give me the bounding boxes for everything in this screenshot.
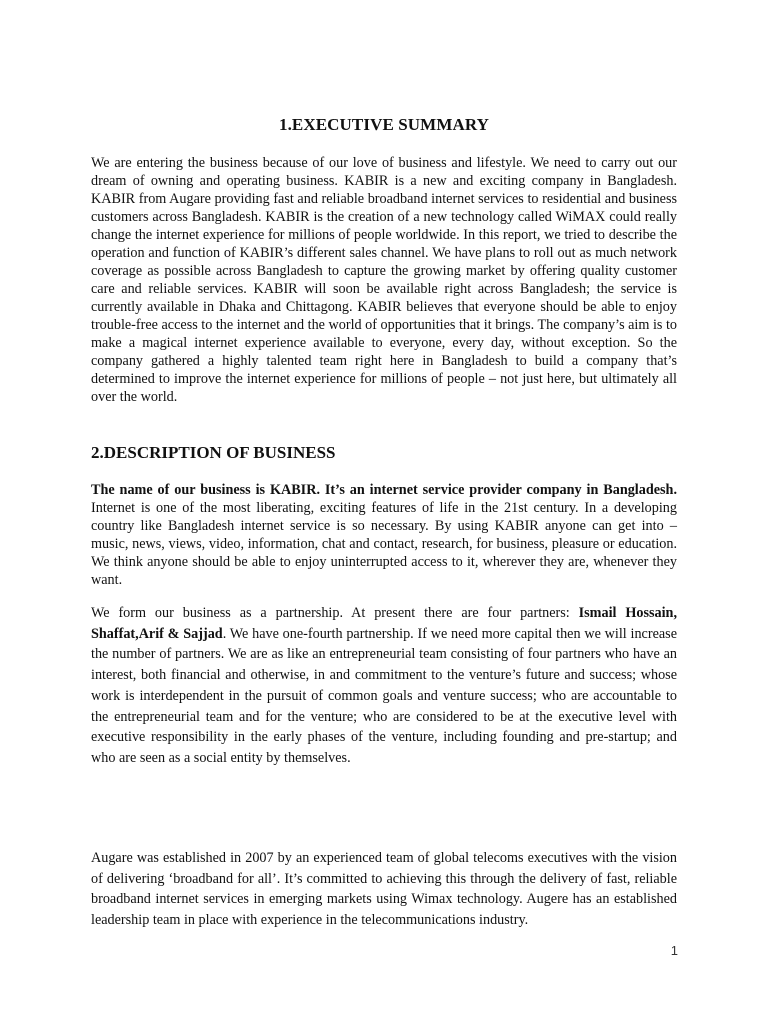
partner-names: Ismail Hossain, Shaffat,Arif & Sajjad xyxy=(91,605,677,642)
description-of-business-heading: 2.DESCRIPTION OF BUSINESS xyxy=(91,443,336,462)
partnership-paragraph xyxy=(91,603,677,769)
augare-paragraph: Augare was established in 2007 by an experienced team of global telecoms executives with the vision of delivering ‘broadband for all’. It’s committed to achieving this through the delivery of fast, reliable broadband internet services in emerging markets using Wimax technology. Augere has an established leadership team in place with experience in the telecommunications industry. xyxy=(91,850,677,929)
business-intro-paragraph xyxy=(91,481,677,589)
executive-summary-paragraph: We are entering the business because of our love of business and lifestyle. We need to carry out our dream of owning and operating business. KABIR is a new and exciting company in Bangladesh. KABIR from Augare providing fast and reliable broadband internet services to residential and business customers across Bangladesh. KABIR is the creation of a new technology called WiMAX could really change the internet experience for millions of people worldwide. In this report, we tried to describe the operation and function of KABIR’s different sales channel. We have plans to roll out as much network coverage as possible across Bangladesh to capture the growing market by offering quality customer care and reliable services. KABIR will soon be available right across Bangladesh; the service is currently available in Dhaka and Chittagong. KABIR believes that everyone should be able to enjoy trouble-free access to the internet and the world of opportunities that it brings. The company’s aim is to make a magical internet experience available to everyone, every day, without exception. So the company gathered a highly talented team right here in Bangladesh to build a company that’s determined to improve the internet experience for millions of people – not just here, but ultimately all over the world. xyxy=(91,155,678,405)
partnership-detail-text: . We have one-fourth partnership. If we need more capital then we will increase the number of partners. We are as like an entrepreneurial team consisting of four partners who have an interest, both financial and otherwise, in and commitment to the venture’s future and success; whose work is interdependent in the pursuit of common goals and venture success; who are accountable to the entrepreneurial team and for the venture; who are considered to be at the executive level with executive responsibility in the early phases of the venture, including founding and pre-startup; and who are seen as a social entity by themselves. xyxy=(91,625,677,766)
partnership-intro-text: We form our business as a partnership. At present there are four partners: xyxy=(91,605,579,621)
page-number: 1 xyxy=(670,943,678,958)
executive-summary-heading: 1.EXECUTIVE SUMMARY xyxy=(278,115,490,134)
business-name-statement: The name of our business is KABIR. It’s an internet service provider company in Bangladesh. xyxy=(91,482,677,498)
business-intro-text: Internet is one of the most liberating, exciting features of life in the 21st century. In a developing country like Bangladesh internet service is so necessary. By using KABIR anyone can get into – music, news, views, video, information, chat and contact, research, for business, pleasure or education. We think anyone should be able to enjoy uninterrupted access to it, wherever they are, whenever they want. xyxy=(91,500,677,588)
